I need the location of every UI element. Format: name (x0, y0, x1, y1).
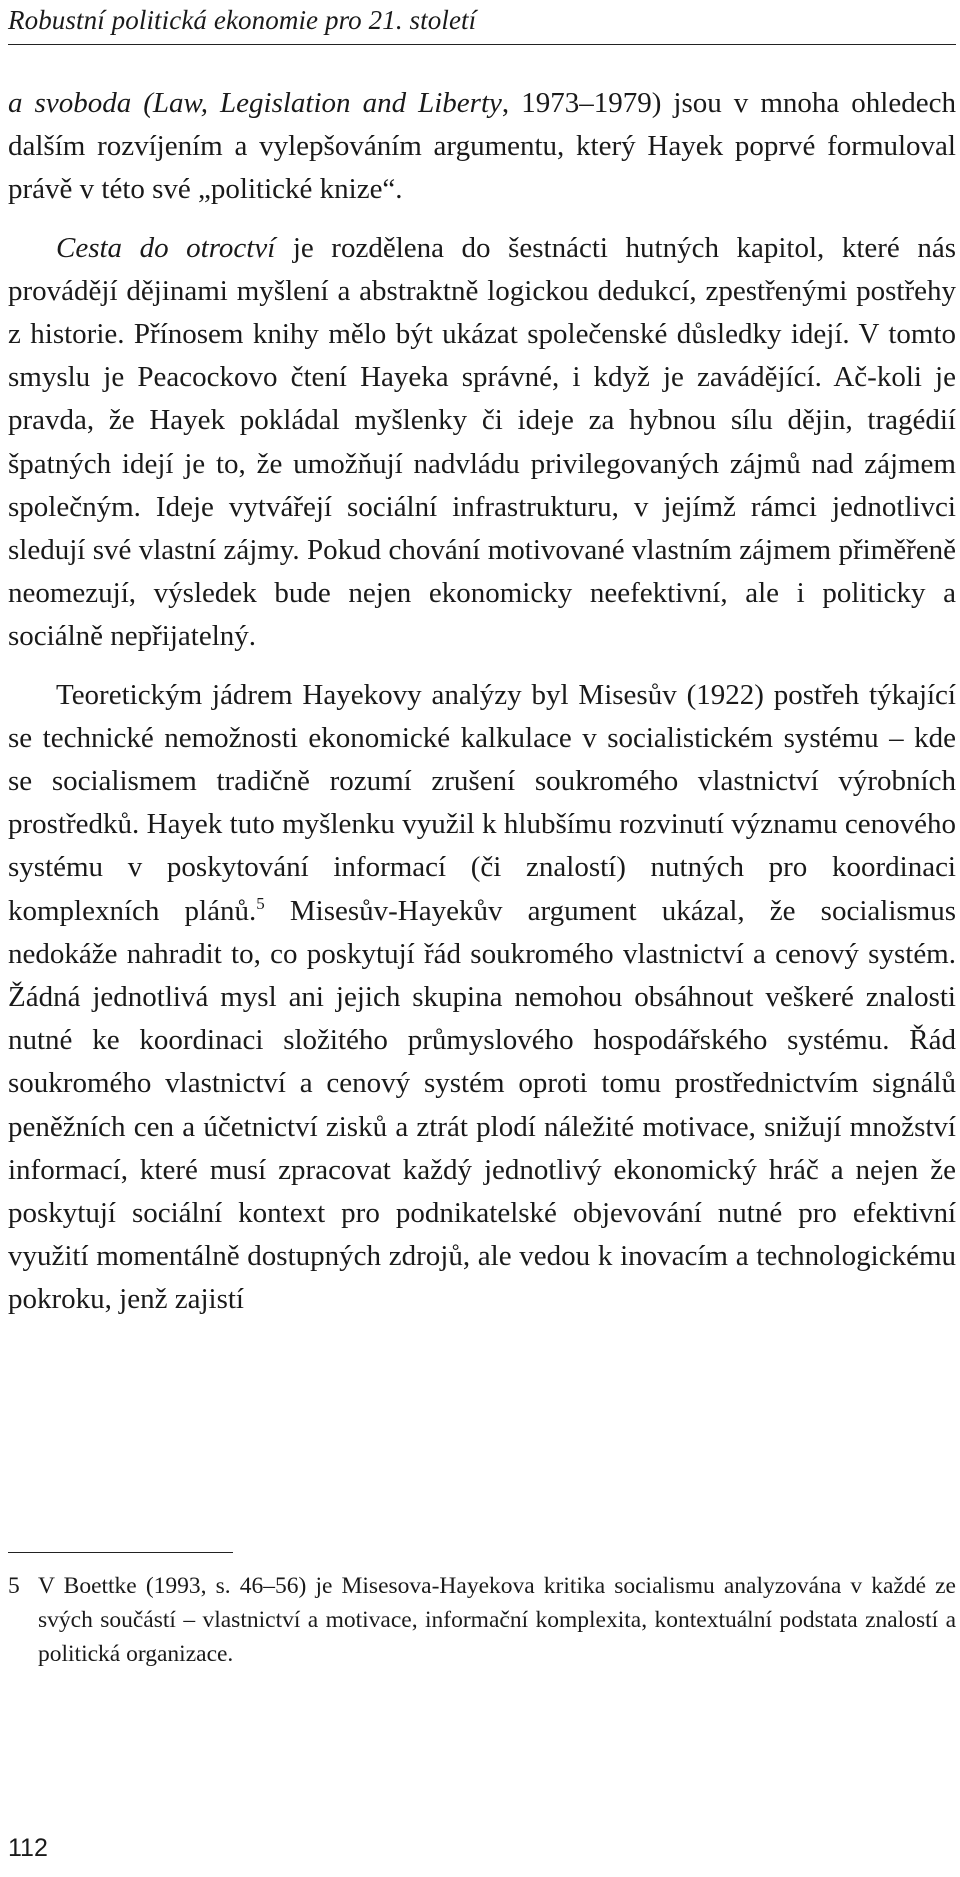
book-title-italic: Law, Legislation and Liberty (152, 87, 502, 119)
book-page (8, 0, 956, 1877)
paragraph-1 (8, 82, 956, 212)
book-title-italic: Cesta do otroctví (56, 231, 276, 264)
header-rule (8, 44, 956, 45)
paragraph-text: Misesův-Hayekův argument ukázal, že socialismus nedokáže nahradit to, co poskytují řád soukromého vlastnictví a cenový systém. Žádná jednotlivá mysl ani jejich skupina nemohou obsáhnout veškeré znalosti nutné ke koordinaci složitého průmyslového hospodářského systému. Řád soukromého vlastnictví a cenový systém oproti tomu prostřednictvím signálů peněžních cen a účetnictví zisků a ztrát plodí náležité motivace, snižují množství informací, které musí zpracovat každý jednotlivý ekonomický hráč a nejen že poskytují sociální kontext pro podnikatelské objevování nutné pro efektivní využití momentálně dostupných zdrojů, ale vedou k inovacím a technologickému pokroku, jenž zajistí (8, 894, 956, 1316)
paragraph-text: Teoretickým jádrem Hayekovy analýzy byl Misesův (1922) postřeh týkající se technické nemožnosti ekonomické kalkulace v socialistickém systému – kde se socialismem tradičně rozumí zrušení soukromého vlastnictví výrobních prostředků. Hayek tuto myšlenku využil k hlubšímu rozvinutí významu cenového systému v poskytování informací (či znalostí) nutných pro koordinaci komplexních plánů. (8, 678, 956, 927)
footnote (8, 1569, 956, 1672)
book-title-italic: a svoboda ( (8, 87, 153, 119)
paragraph-text: je rozdělena do šestnácti hutných kapitol, které nás provádějí dějinami myšlení a abstraktně logickou dedukcí, zpestřenými postřehy z historie. Přínosem knihy mělo být ukázat společenské důsledky idejí. V tomto smyslu je Peacockovo čtení Hayeka správné, i když je zavádějící. Ač-koli je pravda, že Hayek pokládal myšlenky či ideje za hybnou sílu dějin, tragédií špatných idejí je to, že umožňují nadvládu privilegovaných zájmů nad zájmem společným. Ideje vytvářejí sociální infrastrukturu, v jejímž rámci jednotlivci sledují své vlastní zájmy. Pokud chování motivované vlastním zájmem přiměřeně neomezují, výsledek bude nejen ekonomicky neefektivní, ale i politicky a sociálně nepřijatelný. (8, 231, 956, 653)
paragraph-2 (8, 227, 956, 659)
footnote-reference[interactable]: 5 (256, 893, 265, 913)
footnote-text: V Boettke (1993, s. 46–56) je Misesova-Hayekova kritika socialismu analyzována v každé ze svých součástí – vlastnictví a motivace, informační komplexita, kontextuální podstata znalostí a politická organizace. (38, 1573, 956, 1668)
paragraph-3 (8, 674, 956, 1322)
paragraph-text: , 1973–1979) jsou v mnoha ohledech dalším rozvíjením a vylepšováním argumentu, který Hayek poprvé formuloval právě v této své „politické knize“. (8, 87, 956, 206)
page-number: 112 (8, 1834, 48, 1862)
footnote-number: 5 (8, 1573, 20, 1599)
footnote-rule (8, 1552, 233, 1553)
body-text (8, 82, 956, 1322)
running-header: Robustní politická ekonomie pro 21. století (8, 5, 477, 35)
